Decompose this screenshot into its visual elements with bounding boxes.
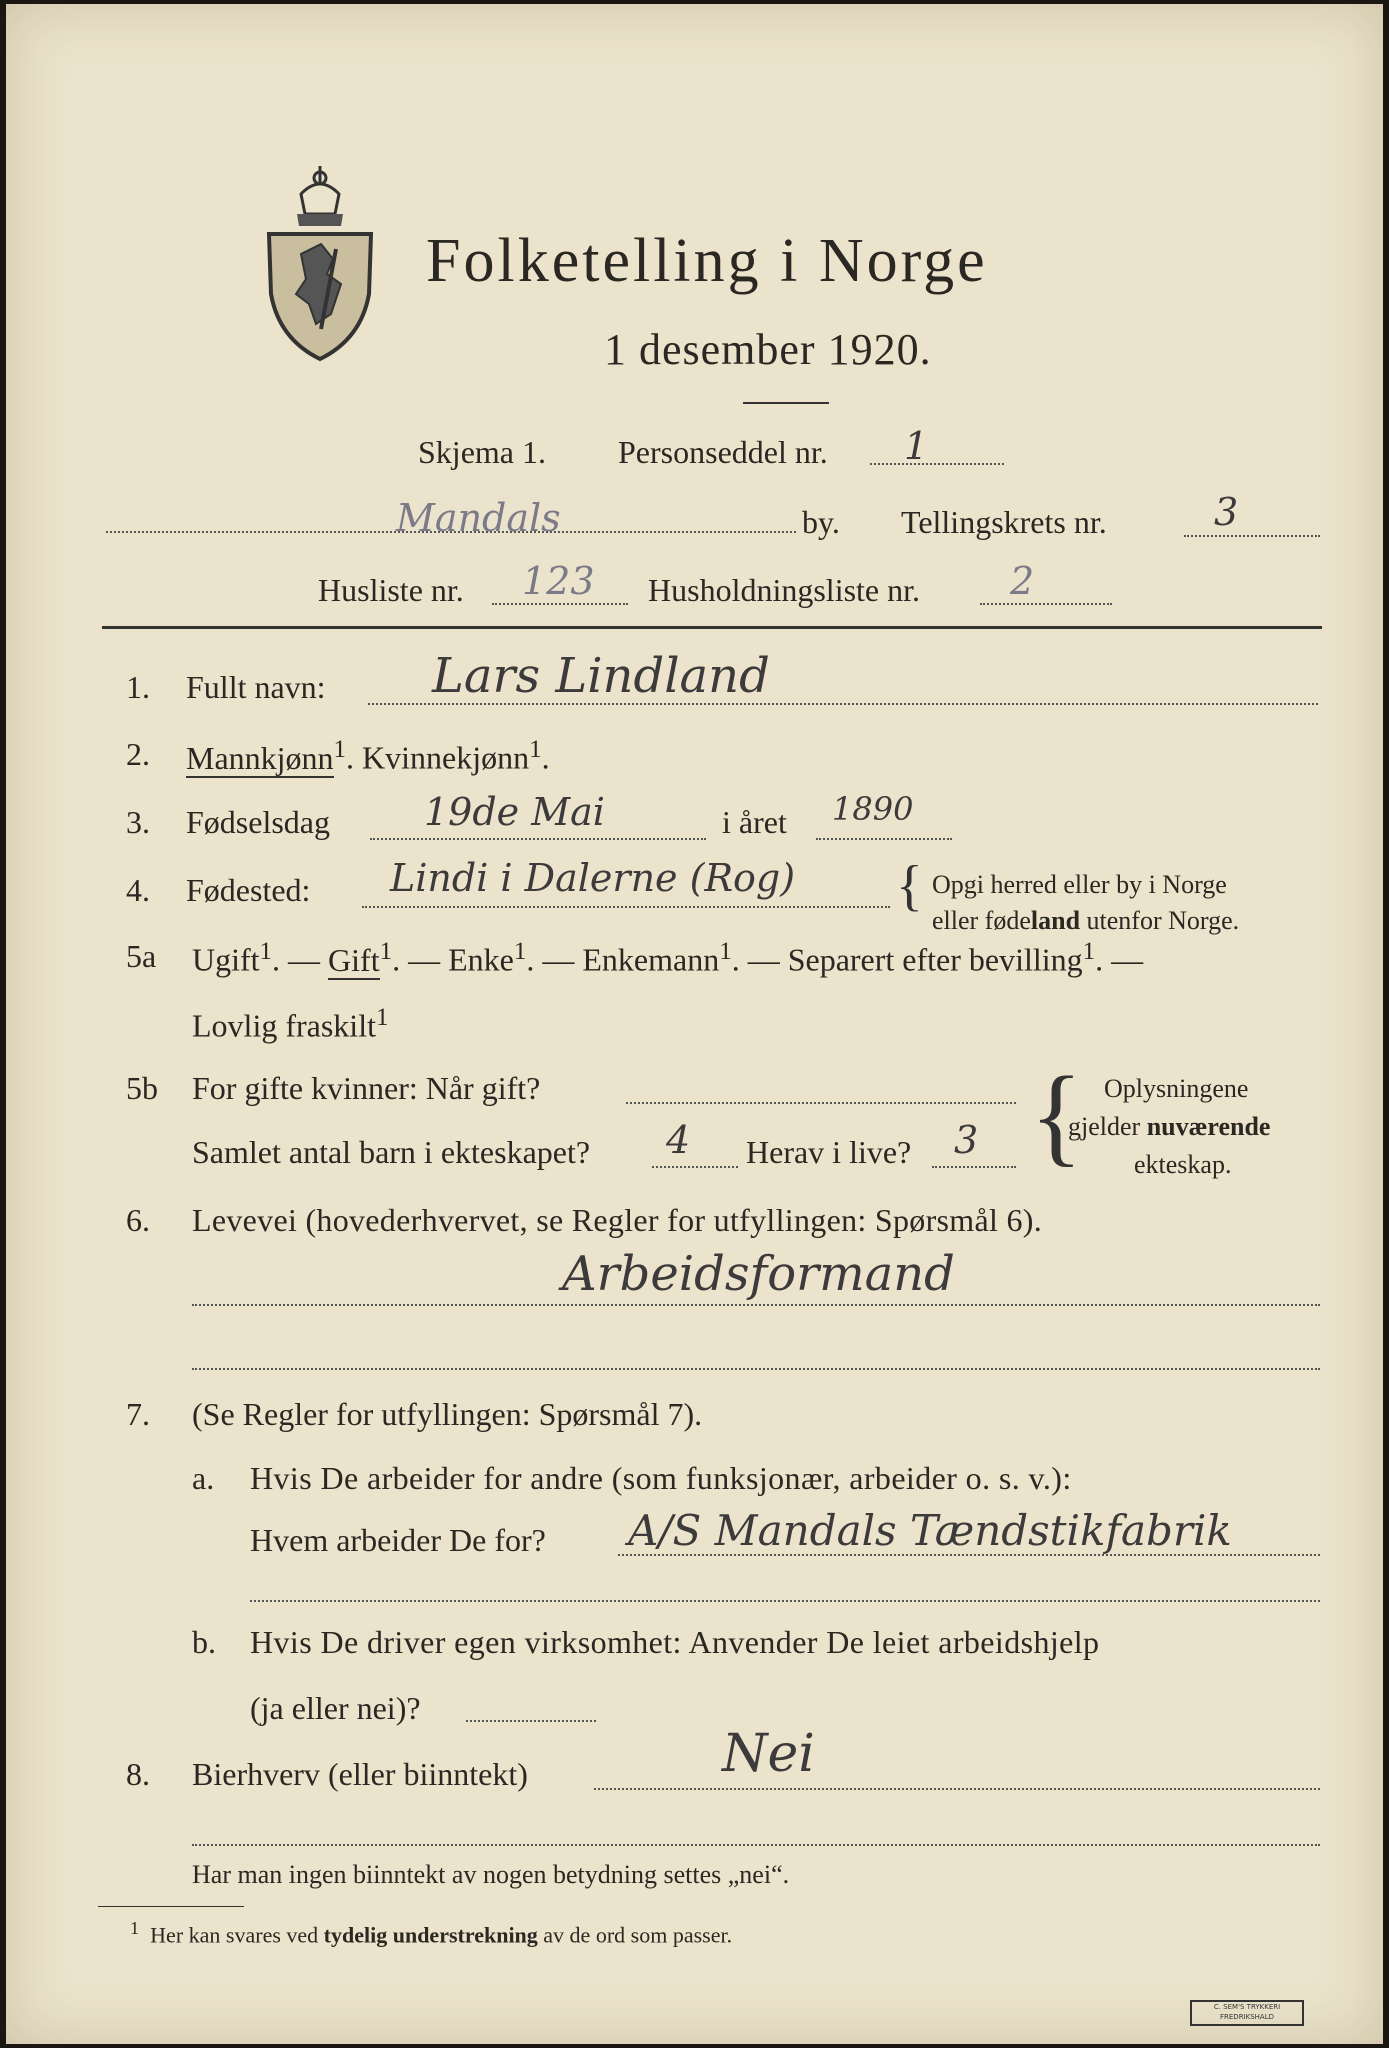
tellingskrets-value: 3 — [1214, 490, 1239, 534]
q7b-letter: b. — [192, 1624, 216, 1660]
secondary-income-value: Nei — [722, 1724, 815, 1784]
aaret-line — [816, 838, 952, 840]
footer-note: Har man ingen biinntekt av nogen betydning settes „nei“. — [192, 1860, 790, 1889]
q5b-note-2: gjelder nuværende — [1068, 1112, 1271, 1141]
gift-option: Gift — [328, 941, 380, 978]
personseddel-label: Personseddel nr. — [618, 434, 828, 470]
ilive-label: Herav i live? — [746, 1134, 912, 1170]
q7a-line-2 — [250, 1600, 1320, 1602]
q7a-question: Hvem arbeider De for? — [250, 1522, 546, 1558]
q7-label: (Se Regler for utfyllingen: Spørsmål 7). — [192, 1396, 703, 1432]
enkemann-option: Enkemann — [582, 941, 720, 978]
q8-line-1 — [594, 1788, 1320, 1790]
skjema-label: Skjema 1. — [418, 434, 546, 470]
q1-label: Fullt navn: — [186, 669, 326, 705]
q6-line-1 — [192, 1304, 1320, 1306]
q5b-label: For gifte kvinner: Når gift? — [192, 1070, 541, 1106]
ugift-option: Ugift — [192, 941, 260, 978]
fraskilt-option-line: Lovlig fraskilt$^1$ — [192, 1004, 389, 1044]
tellingskrets-line — [1184, 535, 1320, 537]
q3-line — [370, 838, 706, 840]
q7b-line — [466, 1720, 596, 1722]
q4-line — [362, 906, 890, 908]
header-rule — [102, 626, 1322, 629]
husliste-line — [492, 603, 628, 605]
q5a-number: 5a — [126, 938, 157, 974]
fraskilt-option: Lovlig fraskilt — [192, 1007, 376, 1044]
q5b-brace: { — [1030, 1054, 1083, 1176]
census-form — [6, 4, 1383, 2044]
by-label: by. — [802, 504, 840, 540]
barn-line — [652, 1166, 738, 1168]
q2-options: Mannkjønn$^1$. Kvinnekjønn$^1$. — [186, 736, 550, 776]
husholdning-line — [980, 603, 1112, 605]
q8-label: Bierhverv (eller biinntekt) — [192, 1756, 528, 1792]
title-divider — [743, 402, 829, 404]
husholdning-value: 2 — [1010, 559, 1035, 603]
personseddel-value: 1 — [904, 424, 929, 468]
q2-number: 2. — [126, 736, 150, 772]
q7a-text: Hvis De arbeider for andre (som funksjonær, arbeider o. s. v.): — [250, 1460, 1072, 1496]
census-date: 1 desember 1920. — [604, 325, 932, 374]
printer-stamp: C. SEM'S TRYKKERI FREDRIKSHALD — [1190, 2000, 1304, 2026]
husholdning-label: Husholdningsliste nr. — [648, 572, 921, 608]
tellingskrets-label: Tellingskrets nr. — [901, 504, 1107, 540]
footnote-rule — [98, 1906, 244, 1907]
q3-number: 3. — [126, 804, 150, 840]
q4-label: Fødested: — [186, 872, 311, 908]
q5b-note-3: ekteskap. — [1134, 1150, 1232, 1179]
q7b-text: Hvis De driver egen virksomhet: Anvender De leiet arbeidshjelp — [250, 1624, 1100, 1660]
husliste-value: 123 — [522, 559, 595, 603]
birth-year-value: 1890 — [832, 790, 914, 828]
birthplace-value: Lindi i Dalerne (Rog) — [390, 856, 796, 900]
barn-value: 4 — [666, 1118, 691, 1162]
employer-value: A/S Mandals Tændstikfabrik — [628, 1506, 1232, 1555]
occupation-value: Arbeidsformand — [562, 1246, 955, 1302]
footnote: $^1$ Her kan svares ved tydelig understrekning av de ord som passer. — [130, 1918, 733, 1948]
q1-number: 1. — [126, 669, 150, 705]
q5a-options: Ugift$^1$. — Gift$^1$. — Enke$^1$. — Enkemann$^1$. — Separert efter bevilling$^1$. — — [192, 938, 1144, 978]
q5b-number: 5b — [126, 1070, 158, 1106]
q4-note-2: eller fødeland utenfor Norge. — [932, 906, 1240, 935]
q8-line-2 — [192, 1844, 1320, 1846]
q6-line-2 — [192, 1368, 1320, 1370]
q4-number: 4. — [126, 872, 150, 908]
q7-number: 7. — [126, 1396, 150, 1432]
ilive-line — [932, 1166, 1016, 1168]
ilive-value: 3 — [954, 1118, 979, 1162]
separert-option: Separert efter bevilling — [787, 941, 1083, 978]
barn-label: Samlet antal barn i ekteskapet? — [192, 1134, 591, 1170]
q5b-note-1: Oplysningene — [1104, 1074, 1249, 1103]
q6-number: 6. — [126, 1202, 150, 1238]
naar-gift-line — [626, 1102, 1016, 1104]
mannkjonn-option: Mannkjønn — [186, 739, 334, 776]
q3-label: Fødselsdag — [186, 804, 330, 840]
coat-of-arms-emblem — [261, 164, 379, 364]
enke-option: Enke — [448, 941, 514, 978]
kvinnekjonn-option: Kvinnekjønn — [362, 739, 530, 776]
personseddel-line — [870, 463, 1004, 465]
q4-note-1: Opgi herred eller by i Norge — [932, 870, 1227, 899]
q4-brace: { — [896, 855, 923, 917]
aaret-label: i året — [722, 804, 787, 840]
husliste-label: Husliste nr. — [318, 572, 464, 608]
q6-label: Levevei (hovederhvervet, se Regler for utfyllingen: Spørsmål 6). — [192, 1202, 1043, 1238]
q7a-letter: a. — [192, 1460, 215, 1496]
q7b-question: (ja eller nei)? — [250, 1690, 421, 1726]
full-name-value: Lars Lindland — [432, 648, 770, 704]
by-value: Mandals — [396, 496, 561, 540]
q8-number: 8. — [126, 1756, 150, 1792]
birthday-value: 19de Mai — [424, 790, 605, 834]
form-title: Folketelling i Norge — [426, 227, 988, 295]
